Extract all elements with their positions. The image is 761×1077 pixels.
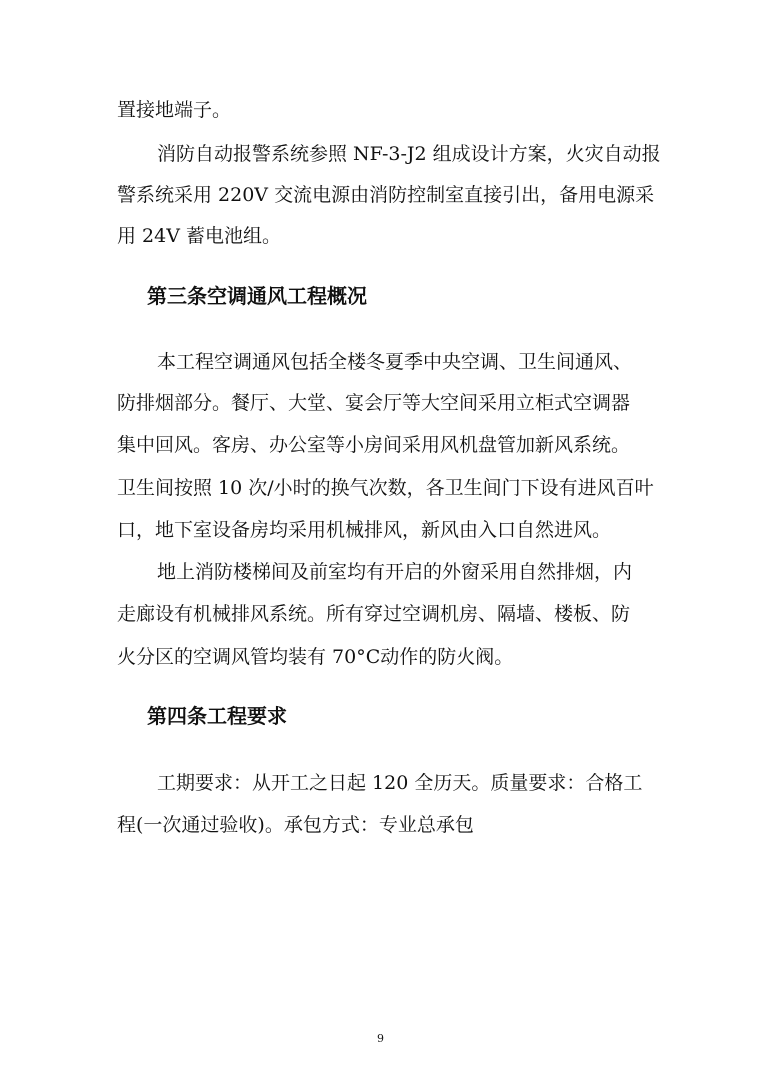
section-3-para-1-line-2: 防排烟部分。餐厅、大堂、宴会厅等大空间采用立柜式空调器 bbox=[117, 392, 631, 414]
section-3-para-2-line-3: 火分区的空调风管均装有 70°C动作的防火阀。 bbox=[117, 646, 514, 668]
fire-alarm-line-1: 消防自动报警系统参照 NF-3-J2 组成设计方案，火灾自动报 bbox=[157, 143, 661, 165]
text-line-fragment: 置接地端子。 bbox=[117, 99, 232, 121]
section-4-heading: 第四条工程要求 bbox=[147, 704, 287, 728]
section-3-heading: 第三条空调通风工程概况 bbox=[147, 284, 367, 308]
section-3-para-1-line-4: 卫生间按照 10 次/小时的换气次数，各卫生间门下设有进风百叶 bbox=[117, 477, 654, 499]
section-3-para-1-line-1: 本工程空调通风包括全楼冬夏季中央空调、卫生间通风、 bbox=[157, 351, 633, 373]
section-3-para-2-line-1: 地上消防楼梯间及前室均有开启的外窗采用自然排烟，内 bbox=[157, 561, 633, 583]
section-3-para-1-line-3: 集中回风。客房、办公室等小房间采用风机盘管加新风系统。 bbox=[117, 434, 631, 456]
fire-alarm-line-3: 用 24V 蓄电池组。 bbox=[117, 225, 281, 247]
section-4-para-line-1: 工期要求：从开工之日起 120 全历天。质量要求：合格工 bbox=[157, 772, 643, 794]
section-4-para-line-2: 程(一次通过验收)。承包方式：专业总承包 bbox=[117, 814, 474, 836]
fire-alarm-line-2: 警系统采用 220V 交流电源由消防控制室直接引出，备用电源采 bbox=[117, 184, 655, 206]
section-3-para-1-line-5: 口，地下室设备房均采用机械排风，新风由入口自然进风。 bbox=[117, 519, 612, 541]
section-3-para-2-line-2: 走廊设有机械排风系统。所有穿过空调机房、隔墙、楼板、防 bbox=[117, 603, 631, 625]
page-number: 9 bbox=[377, 1032, 384, 1045]
